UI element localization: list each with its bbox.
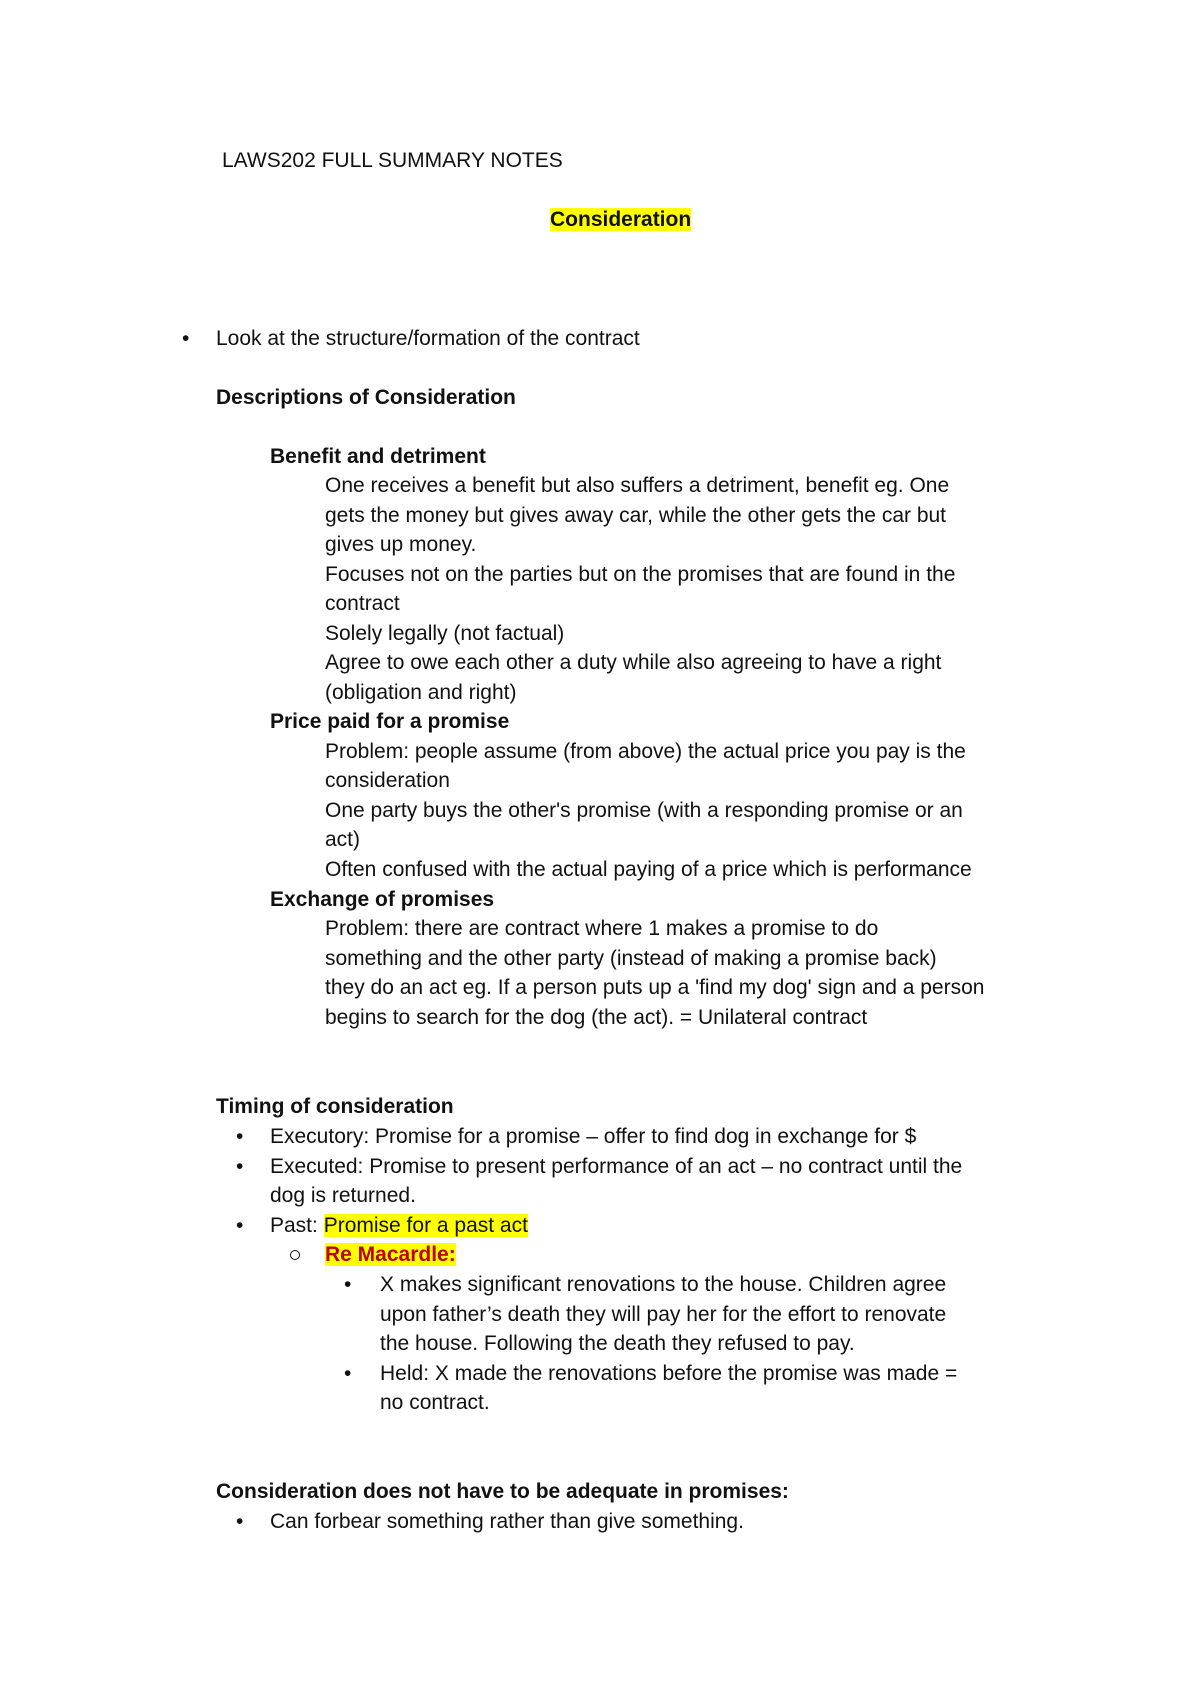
adequacy-point: Can forbear something rather than give something. <box>270 1510 744 1533</box>
benefit-line: contract <box>325 592 400 615</box>
exchange-line: Problem: there are contract where 1 makes a promise to do <box>325 917 879 940</box>
timing-past-label: Past: <box>270 1214 324 1237</box>
exchange-heading: Exchange of promises <box>270 888 495 911</box>
bullet-icon: • <box>236 1155 244 1178</box>
exchange-line: something and the other party (instead of making a promise back) <box>325 947 937 970</box>
document-title: LAWS202 FULL SUMMARY NOTES <box>222 149 563 172</box>
bullet-icon: • <box>236 1214 244 1237</box>
case-name-highlight: Re Macardle: <box>325 1243 456 1266</box>
benefit-line: gets the money but gives away car, while the other gets the car but <box>325 504 947 527</box>
circle-bullet-icon <box>290 1250 300 1260</box>
price-heading: Price paid for a promise <box>270 710 510 733</box>
case-facts-line: X makes significant renovations to the house. Children agree <box>380 1273 947 1296</box>
bullet-icon: • <box>344 1362 352 1385</box>
benefit-line: Solely legally (not factual) <box>325 622 565 645</box>
price-line: One party buys the other's promise (with a responding promise or an <box>325 799 963 822</box>
case-held-line: no contract. <box>380 1391 490 1414</box>
case-name <box>325 1240 456 1270</box>
case-held-line: Held: X made the renovations before the promise was made = <box>380 1362 958 1385</box>
price-line: act) <box>325 828 361 851</box>
section-title <box>550 205 691 235</box>
section-title-highlight: Consideration <box>550 208 692 231</box>
bullet-icon: • <box>344 1273 352 1296</box>
price-line: Problem: people assume (from above) the actual price you pay is the <box>325 740 966 763</box>
exchange-line: begins to search for the dog (the act). = Unilateral contract <box>325 1006 868 1029</box>
timing-heading: Timing of consideration <box>216 1095 454 1118</box>
adequacy-heading: Consideration does not have to be adequate in promises: <box>216 1480 789 1503</box>
timing-executed: Executed: Promise to present performance of an act – no contract until the <box>270 1155 963 1178</box>
timing-executed-cont: dog is returned. <box>270 1184 416 1207</box>
exchange-line: they do an act eg. If a person puts up a 'find my dog' sign and a person <box>325 976 985 999</box>
bullet-icon: • <box>236 1510 244 1533</box>
benefit-heading: Benefit and detriment <box>270 445 486 468</box>
benefit-line: Agree to owe each other a duty while also agreeing to have a right <box>325 651 942 674</box>
bullet-icon: • <box>182 327 190 350</box>
case-facts-line: upon father’s death they will pay her for the effort to renovate <box>380 1303 947 1326</box>
benefit-line: One receives a benefit but also suffers a detriment, benefit eg. One <box>325 474 950 497</box>
bullet-icon: • <box>236 1125 244 1148</box>
price-line: Often confused with the actual paying of a price which is performance <box>325 858 972 881</box>
descriptions-heading: Descriptions of Consideration <box>216 386 516 409</box>
benefit-line: (obligation and right) <box>325 681 517 704</box>
benefit-line: gives up money. <box>325 533 477 556</box>
intro-bullet-text: Look at the structure/formation of the contract <box>216 327 640 350</box>
price-line: consideration <box>325 769 450 792</box>
timing-past <box>270 1211 528 1241</box>
timing-executory: Executory: Promise for a promise – offer to find dog in exchange for $ <box>270 1125 917 1148</box>
benefit-line: Focuses not on the parties but on the promises that are found in the <box>325 563 956 586</box>
timing-past-highlight: Promise for a past act <box>323 1214 528 1237</box>
case-facts-line: the house. Following the death they refused to pay. <box>380 1332 855 1355</box>
